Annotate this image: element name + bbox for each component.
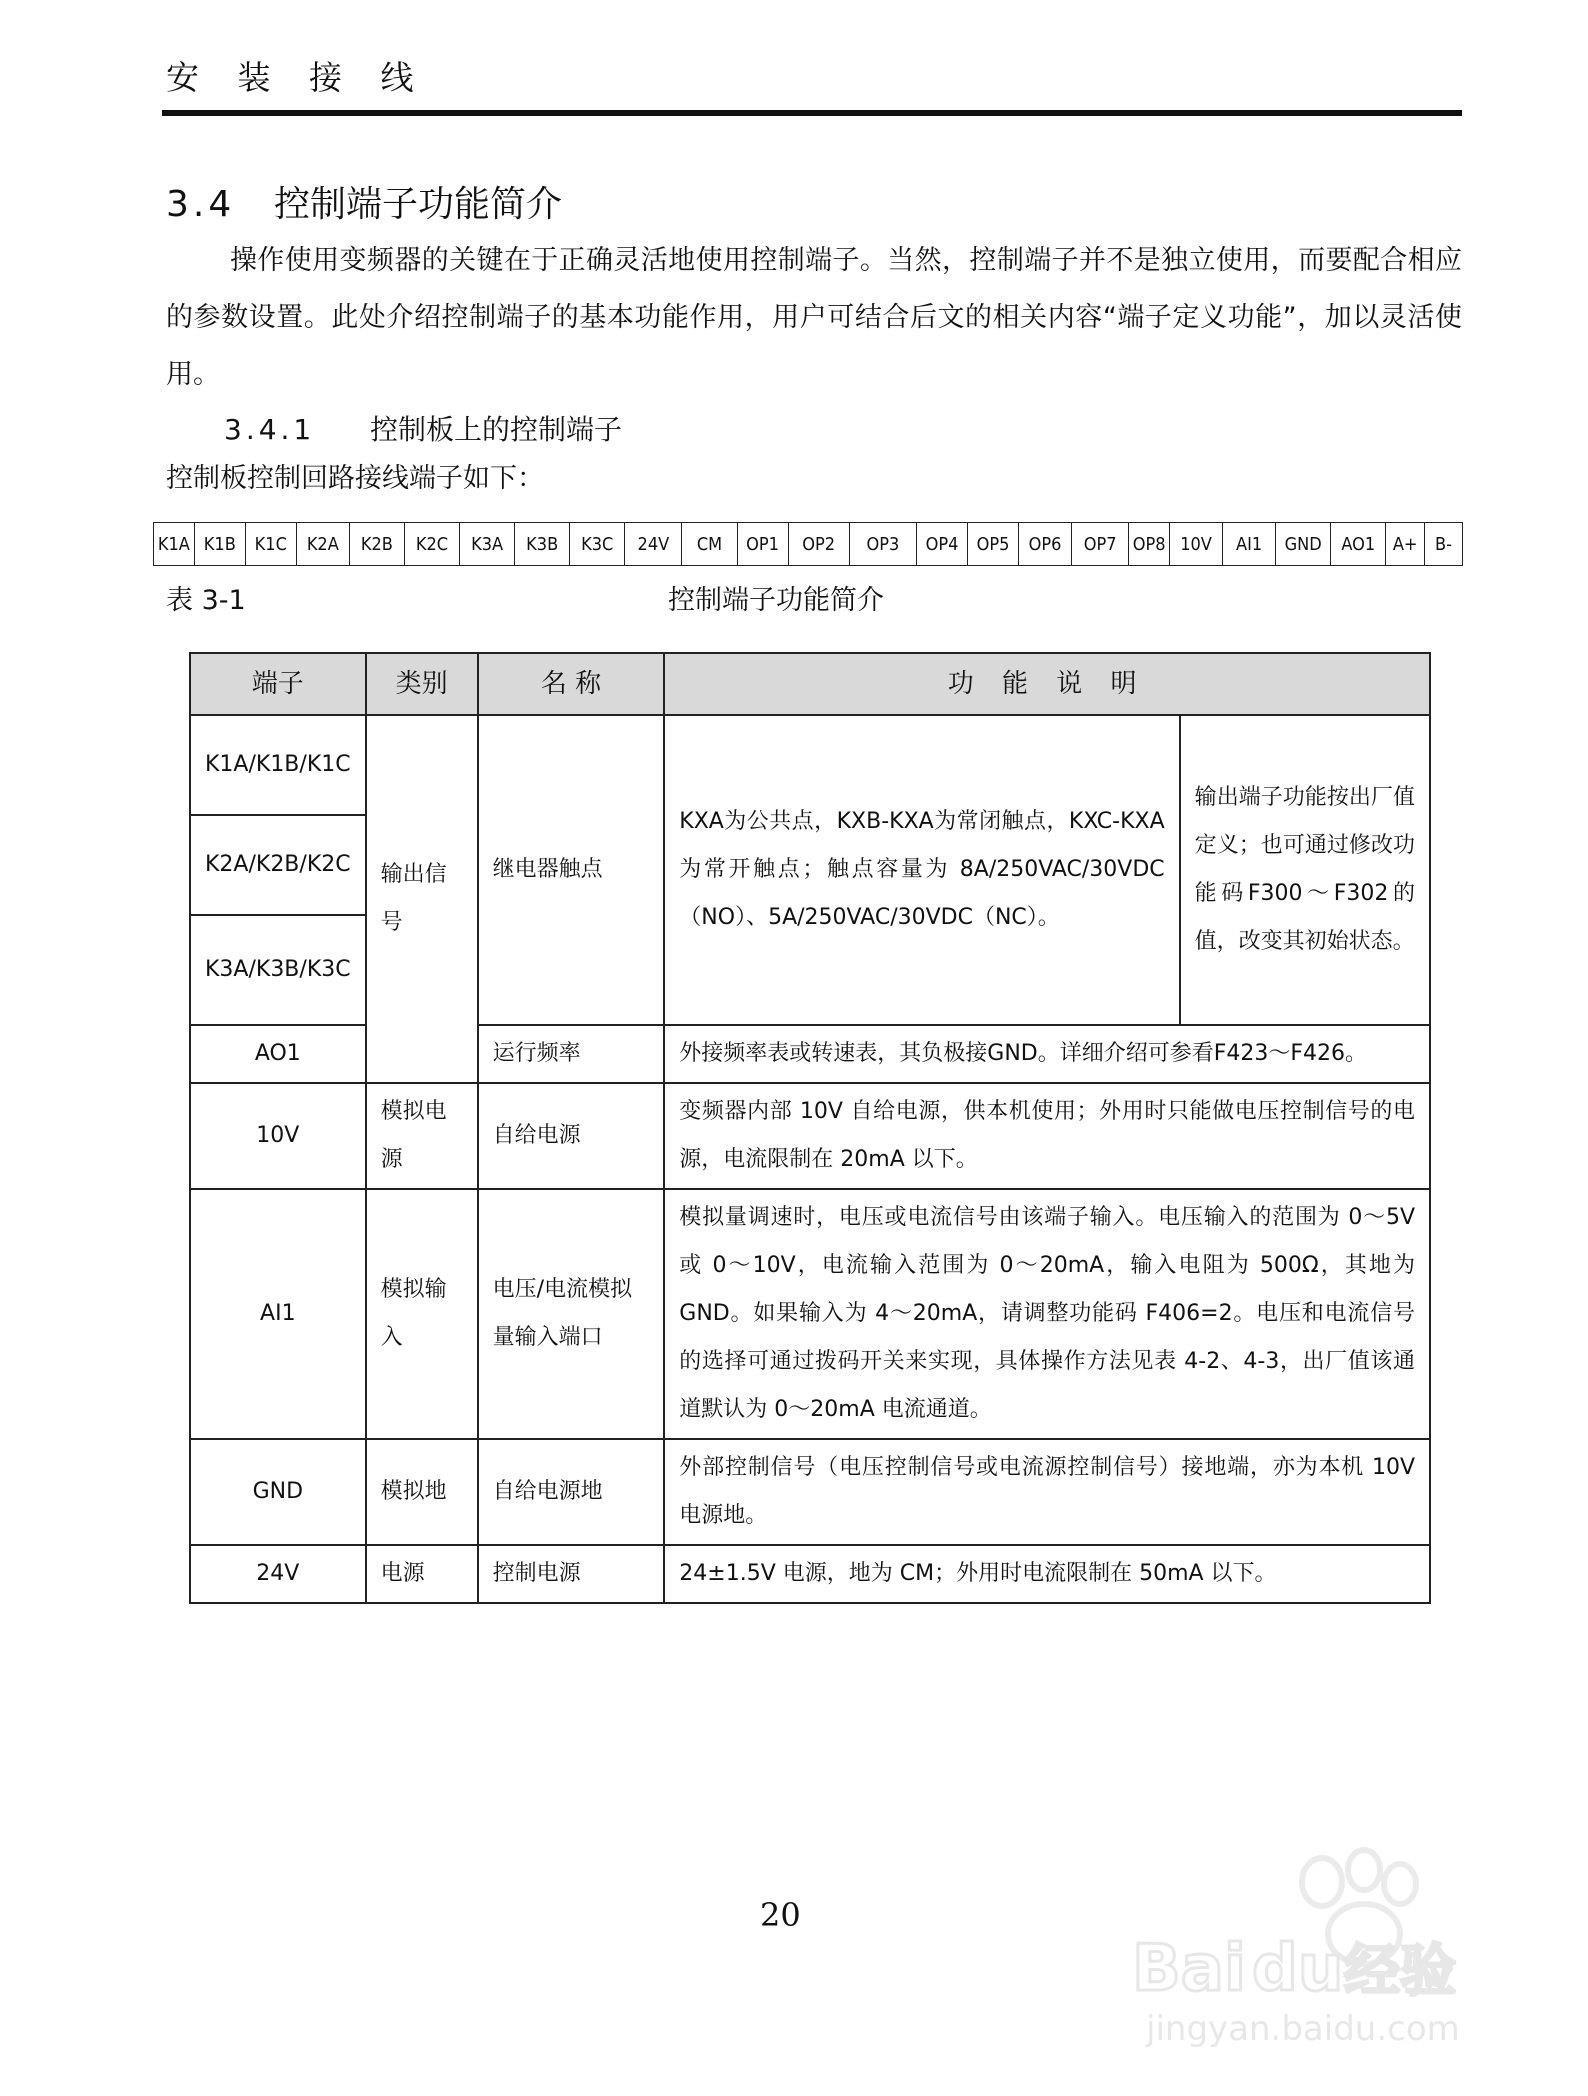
table-title: 控制端子功能简介 xyxy=(668,585,884,616)
table-row xyxy=(190,715,1430,815)
table-row xyxy=(190,1439,1430,1545)
terminal-label: OP3 xyxy=(850,523,917,565)
name-cell: 控制电源 xyxy=(478,1545,665,1603)
terminal-label: AI1 xyxy=(1223,523,1276,565)
category-cell: 模拟地 xyxy=(366,1439,478,1545)
section-heading xyxy=(166,176,562,227)
header-terminal: 端子 xyxy=(190,653,366,715)
terminal-label: K2C xyxy=(405,523,460,565)
terminal-label: AO1 xyxy=(1331,523,1386,565)
terminal-cell: AI1 xyxy=(190,1189,366,1439)
terminal-function-table xyxy=(189,652,1431,1604)
terminal-label: OP6 xyxy=(1019,523,1072,565)
subsection-title: 控制板上的控制端子 xyxy=(370,413,623,446)
baidu-watermark-logo xyxy=(1112,1840,1492,2050)
category-cell: 电源 xyxy=(366,1545,478,1603)
table-row xyxy=(190,1545,1430,1603)
terminal-label: K3A xyxy=(460,523,515,565)
terminal-label: OP8 xyxy=(1129,523,1170,565)
category-cell: 输出信号 xyxy=(366,715,478,1083)
function-cell: 24±1.5V 电源，地为 CM；外用时电流限制在 50mA 以下。 xyxy=(664,1545,1430,1603)
table-row xyxy=(190,1189,1430,1439)
terminal-label: OP4 xyxy=(917,523,968,565)
terminal-label: K3B xyxy=(515,523,570,565)
function-cell: 模拟量调速时，电压或电流信号由该端子输入。电压输入的范围为 0～5V 或 0～10V，电流输入范围为 0～20mA，输入电阻为 500Ω，其地为 GND。如果输入为 4～20mA，请调整功能码 F406=2。电压和电流信号的选择可通过拨码开关来实现，具体操作方法见表 4-2、4-3，出厂值该通道默认为 0～20mA 电流通道。 xyxy=(664,1189,1430,1439)
svg-text:经验: 经验 xyxy=(1344,1939,1456,2004)
terminal-label: 24V xyxy=(625,523,682,565)
page-header: 安 装 接 线 xyxy=(166,58,428,97)
terminal-label: K1B xyxy=(195,523,246,565)
terminal-cell: 10V xyxy=(190,1083,366,1189)
svg-text:jingyan.baidu.com: jingyan.baidu.com xyxy=(1146,2009,1460,2049)
terminal-label: K2A xyxy=(297,523,350,565)
svg-text:du: du xyxy=(1252,1932,1344,2006)
section-title: 控制端子功能简介 xyxy=(274,184,563,225)
terminal-label: OP7 xyxy=(1072,523,1129,565)
terminal-label: OP2 xyxy=(789,523,850,565)
subsection-heading xyxy=(224,408,622,448)
terminal-label: 10V xyxy=(1170,523,1223,565)
page-number: 20 xyxy=(760,1896,801,1934)
name-cell: 运行频率 xyxy=(478,1025,665,1083)
terminal-label: CM xyxy=(682,523,737,565)
terminal-strip xyxy=(153,522,1463,566)
category-cell: 模拟输入 xyxy=(366,1189,478,1439)
body-paragraph xyxy=(166,232,1462,403)
terminal-label: GND xyxy=(1276,523,1331,565)
header-category: 类别 xyxy=(366,653,478,715)
paragraph-text: 操作使用变频器的关键在于正确灵活地使用控制端子。当然，控制端子并不是独立使用，而要配合相应的参数设置。此处介绍控制端子的基本功能作用，用户可结合后文的相关内容“端子定义功能”，加以灵活使用。 xyxy=(166,245,1462,390)
category-cell: 模拟电源 xyxy=(366,1083,478,1189)
function-cell: 外部控制信号（电压控制信号或电流源控制信号）接地端，亦为本机 10V 电源地。 xyxy=(664,1439,1430,1545)
function-cell: 变频器内部 10V 自给电源，供本机使用；外用时只能做电压控制信号的电源，电流限制在 20mA 以下。 xyxy=(664,1083,1430,1189)
terminal-cell: K2A/K2B/K2C xyxy=(190,815,366,915)
terminal-label: K2B xyxy=(350,523,405,565)
name-cell: 自给电源地 xyxy=(478,1439,665,1545)
subsection-number: 3.4.1 xyxy=(224,413,316,446)
terminal-label: K3C xyxy=(570,523,625,565)
note-cell: 输出端子功能按出厂值定义；也可通过修改功能码F300～F302的值，改变其初始状态。 xyxy=(1180,715,1430,1025)
function-cell: KXA为公共点，KXB-KXA为常闭触点，KXC-KXA为常开触点；触点容量为 8A/250VAC/30VDC（NO）、5A/250VAC/30VDC（NC）。 xyxy=(664,715,1179,1025)
name-cell: 自给电源 xyxy=(478,1083,665,1189)
name-cell: 电压/电流模拟量输入端口 xyxy=(478,1189,665,1439)
terminal-label: K1C xyxy=(246,523,297,565)
terminal-cell: K3A/K3B/K3C xyxy=(190,915,366,1025)
table-row xyxy=(190,1083,1430,1189)
section-number: 3.4 xyxy=(166,184,236,225)
table-caption: 表 3-1 xyxy=(166,585,246,616)
terminal-label: K1A xyxy=(154,523,195,565)
terminal-cell: 24V xyxy=(190,1545,366,1603)
terminal-label: OP5 xyxy=(968,523,1019,565)
header-name: 名 称 xyxy=(478,653,665,715)
terminal-label: OP1 xyxy=(738,523,789,565)
terminal-cell: AO1 xyxy=(190,1025,366,1083)
terminal-cell: GND xyxy=(190,1439,366,1545)
header-rule xyxy=(162,110,1462,116)
function-cell: 外接频率表或转速表，其负极接GND。详细介绍可参看F423～F426。 xyxy=(664,1025,1430,1083)
terminal-cell: K1A/K1B/K1C xyxy=(190,715,366,815)
terminal-label: B- xyxy=(1434,533,1452,555)
terminal-label: A+ xyxy=(1386,523,1425,565)
header-function: 功 能 说 明 xyxy=(664,653,1430,715)
intro-text: 控制板控制回路接线端子如下： xyxy=(166,463,544,494)
table-header-row xyxy=(190,653,1430,715)
svg-text:Bai: Bai xyxy=(1132,1932,1246,2006)
name-cell: 继电器触点 xyxy=(478,715,665,1025)
